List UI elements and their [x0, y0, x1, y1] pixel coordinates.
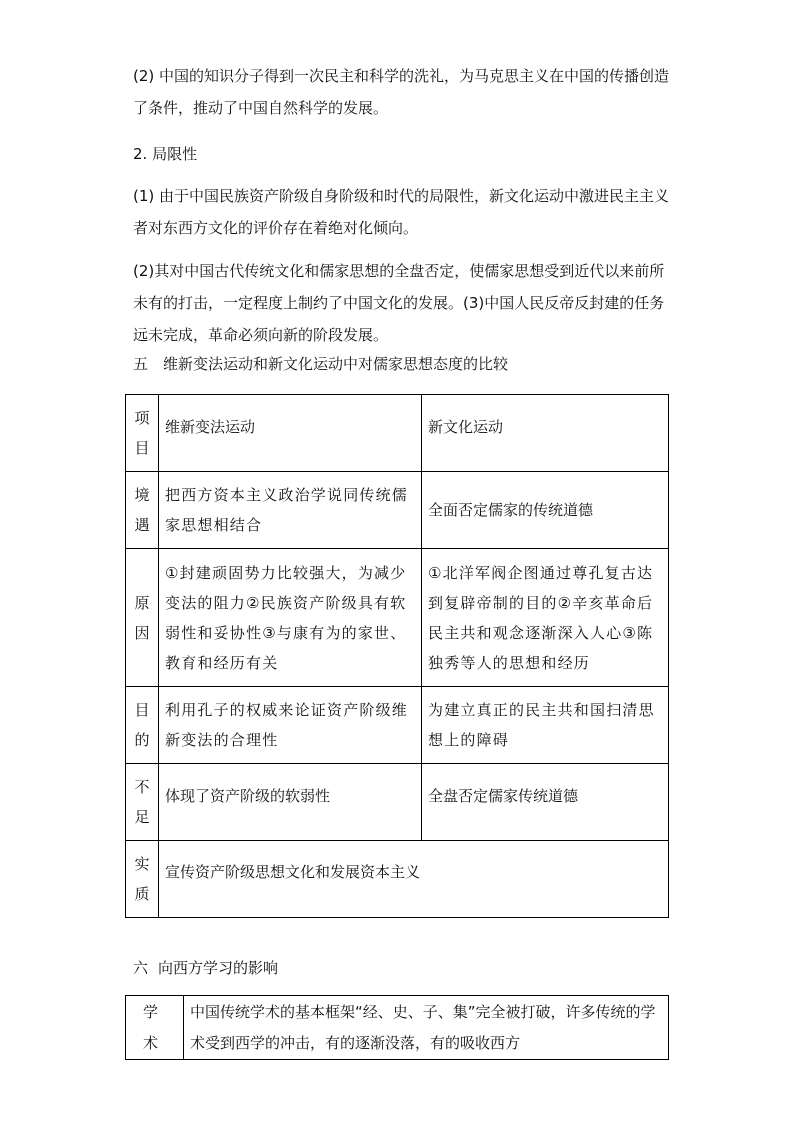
- table-row: [126, 764, 669, 841]
- row-label: 原因: [126, 549, 159, 687]
- table-cell: 体现了资产阶级的软弱性: [159, 764, 422, 841]
- paragraph-limitation-2-3: (2)其对中国古代传统文化和儒家思想的全盘否定，使儒家思想受到近代以来前所未有的打击，一定程度上制约了中国文化的发展。(3)中国人民反帝反封建的任务远未完成，革命必须向新的阶段发展。: [133, 262, 665, 344]
- heading-limitations: 2. 局限性: [133, 145, 198, 163]
- column-header-reform: 维新变法运动: [159, 395, 422, 472]
- section-number: 五: [133, 355, 149, 373]
- table-cell: 全面否定儒家的传统道德: [422, 472, 669, 549]
- table-cell: 全盘否定儒家传统道德: [422, 764, 669, 841]
- table-cell: 中国传统学术的基本框架“经、史、子、集”完全被打破，许多传统的学术受到西学的冲击，有的逐渐没落，有的吸收西方: [184, 996, 669, 1060]
- table-row: [126, 472, 669, 549]
- row-label: 目的: [126, 687, 159, 764]
- table-row: [126, 687, 669, 764]
- section-title: 向西方学习的影响: [158, 959, 279, 977]
- row-label: 学术: [126, 996, 184, 1060]
- section-title: 维新变法运动和新文化运动中对儒家思想态度的比较: [163, 355, 509, 373]
- table-cell: ①北洋军阀企图通过尊孔复古达到复辟帝制的目的②辛亥革命后民主共和观念逐渐深入人心③陈独秀等人的思想和经历: [422, 549, 669, 687]
- table-row: [126, 996, 669, 1060]
- column-header-new-culture: 新文化运动: [422, 395, 669, 472]
- paragraph-limitation-1: (1) 由于中国民族资产阶级自身阶级和时代的局限性，新文化运动中激进民主主义者对东西方文化的评价存在着绝对化倾向。: [133, 187, 670, 237]
- table-cell: 利用孔子的权威来论证资产阶级维新变法的合理性: [159, 687, 422, 764]
- section-five-heading: [133, 351, 508, 377]
- table-cell: 把西方资本主义政治学说同传统儒家思想相结合: [159, 472, 422, 549]
- paragraph-impact-2: (2) 中国的知识分子得到一次民主和科学的洗礼，为马克思主义在中国的传播创造了条件，推动了中国自然科学的发展。: [133, 67, 670, 117]
- table-cell: ①封建顽固势力比较强大，为减少变法的阻力②民族资产阶级具有软弱性和妥协性③与康有为的家世、教育和经历有关: [159, 549, 422, 687]
- section-six-heading: [133, 955, 278, 981]
- influence-table: [125, 995, 669, 1060]
- table-row: [126, 549, 669, 687]
- table-cell: 为建立真正的民主共和国扫清思想上的障碍: [422, 687, 669, 764]
- row-label: 项目: [126, 395, 159, 472]
- comparison-table: [125, 394, 669, 918]
- row-label: 实质: [126, 841, 159, 918]
- table-header-row: [126, 395, 669, 472]
- row-label: 不足: [126, 764, 159, 841]
- section-number: 六: [133, 959, 149, 977]
- table-row: [126, 841, 669, 918]
- row-label: 境遇: [126, 472, 159, 549]
- table-cell-merged: 宣传资产阶级思想文化和发展资本主义: [159, 841, 669, 918]
